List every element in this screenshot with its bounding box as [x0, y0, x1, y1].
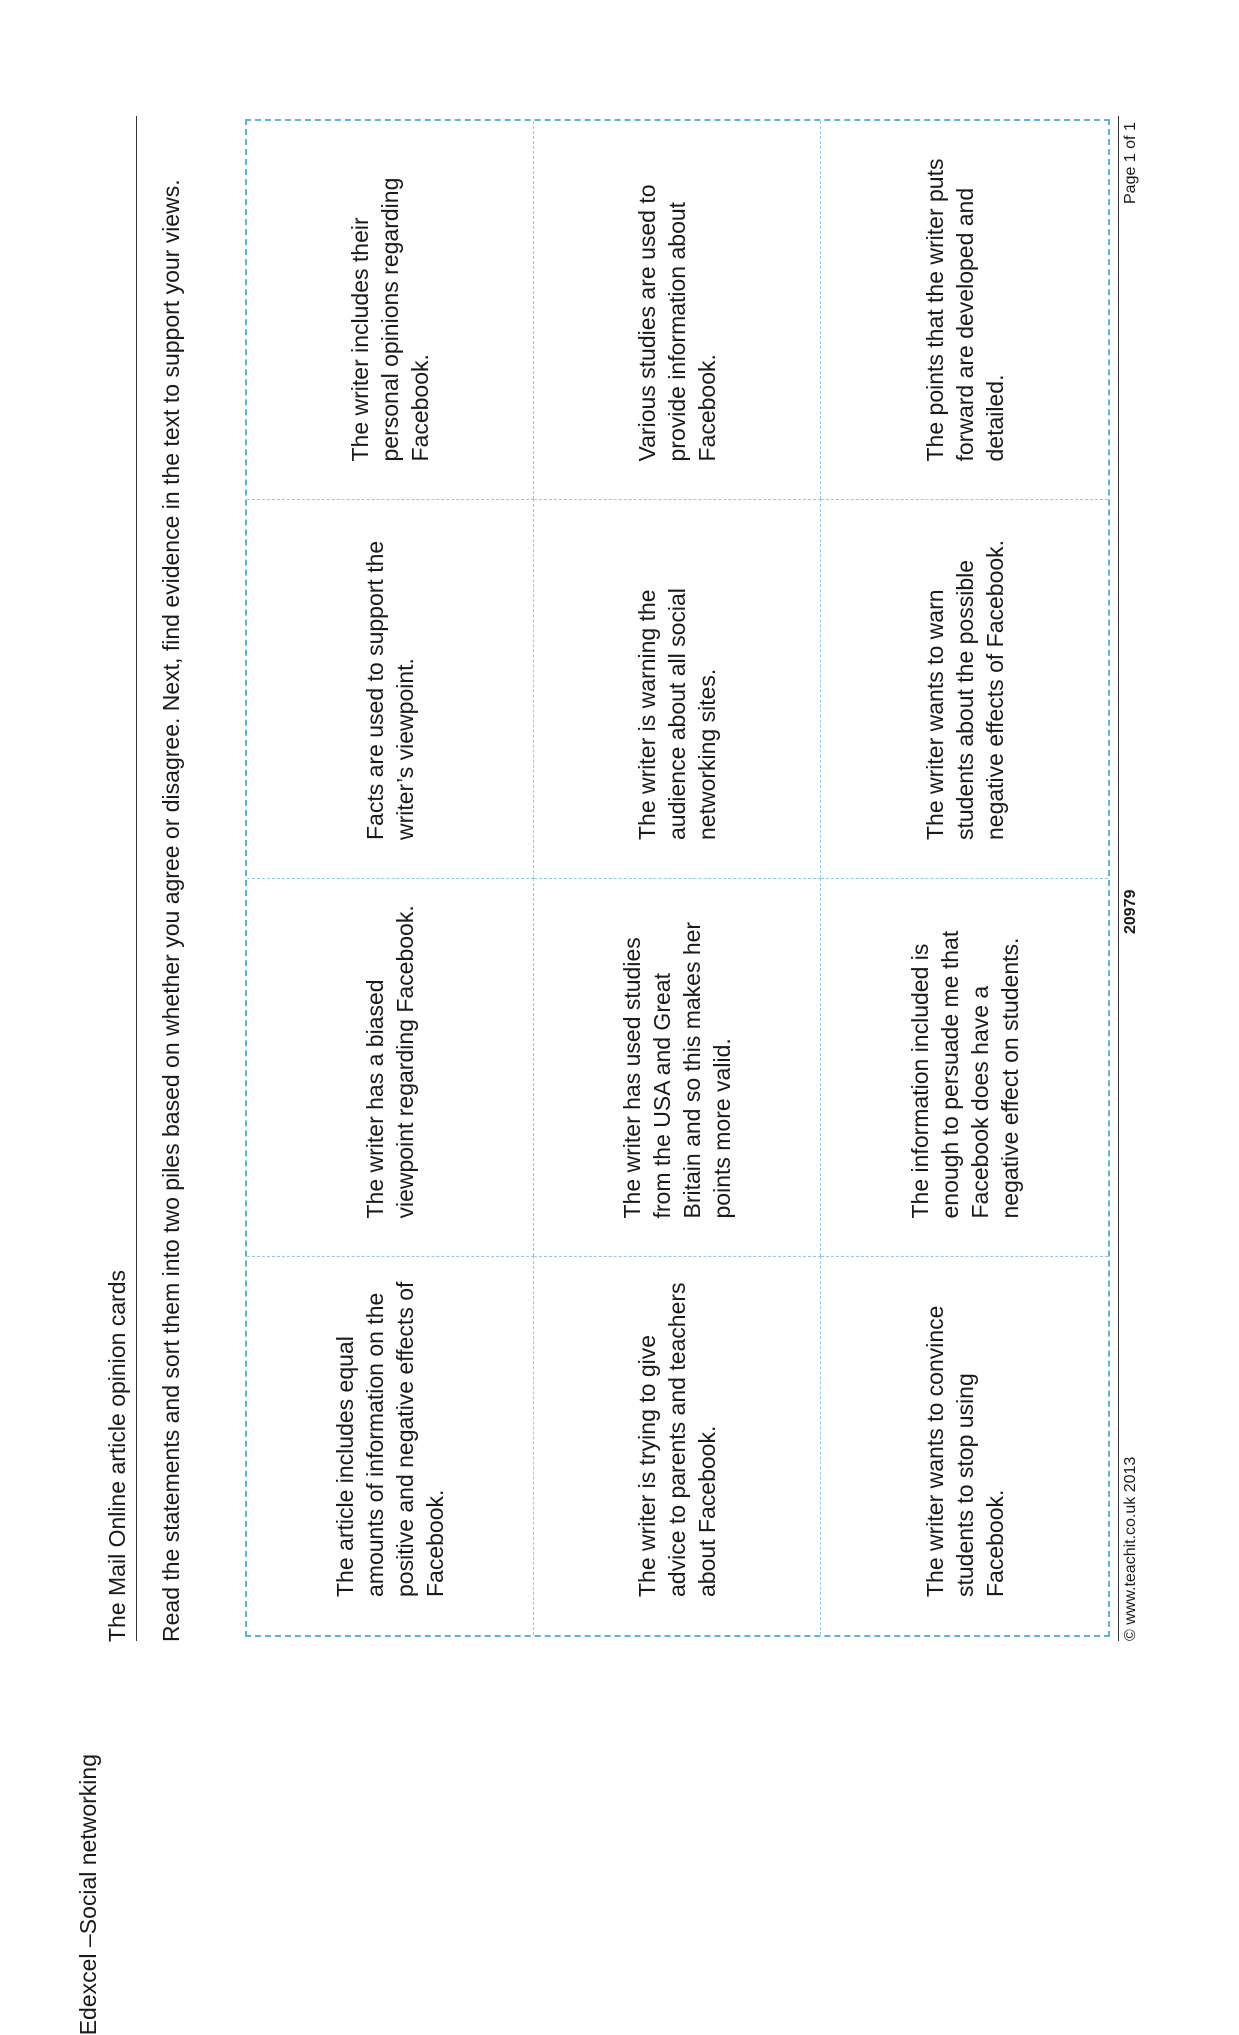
opinion-card [534, 500, 821, 879]
instructions-text: Read the statements and sort them into two piles based on whether you agree or disagree. Next, find evidence in the text to support your views. [158, 179, 184, 1642]
card-text: The points that the writer puts forward are developed and detailed. [921, 158, 1008, 462]
card-text: The writer is warning the audience about all social networking sites. [634, 588, 720, 840]
footer-copyright: © www.teachit.co.uk 2013 [1122, 1456, 1139, 1641]
card-text: Facts are used to support the writer’s viewpoint. [362, 540, 418, 840]
opinion-cards-grid [245, 119, 1110, 1637]
card-text: The writer includes their personal opinions regarding Facebook. [347, 177, 433, 462]
card-text: The writer wants to convince students to stop using Facebook. [921, 1305, 1008, 1597]
opinion-card [821, 121, 1108, 500]
card-text: The article includes equal amounts of information on the positive and negative effects of Facebook. [332, 1281, 448, 1597]
opinion-card [534, 1257, 821, 1636]
card-text: The information included is enough to persuade me that Facebook does have a negative effect on students. [906, 930, 1023, 1219]
opinion-card [247, 500, 534, 879]
opinion-card [821, 500, 1108, 879]
header-divider [136, 116, 137, 1641]
footer-page-number: Page 1 of 1 [1122, 122, 1139, 204]
card-text: The writer is trying to give advice to parents and teachers about Facebook. [634, 1282, 720, 1597]
page-title: The Mail Online article opinion cards [104, 1269, 130, 1642]
card-text: Various studies are used to provide information about Facebook. [634, 184, 720, 462]
card-text: The writer has a biased viewpoint regarding Facebook. [362, 905, 418, 1219]
opinion-card [534, 878, 821, 1257]
opinion-card [821, 1257, 1108, 1636]
opinion-card [247, 1257, 534, 1636]
card-text: The writer has used studies from the USA and Great Britain and so this makes her points more valid. [619, 921, 735, 1219]
opinion-card [247, 121, 534, 500]
subject-heading: Edexcel –Social networking [75, 1754, 101, 2035]
footer-resource-code: 20979 [1122, 889, 1139, 934]
card-text: The writer wants to warn students about the possible negative effects of Facebook. [921, 539, 1008, 840]
opinion-card [821, 878, 1108, 1257]
footer-divider [1118, 116, 1119, 1641]
opinion-card [534, 121, 821, 500]
opinion-card [247, 878, 534, 1257]
